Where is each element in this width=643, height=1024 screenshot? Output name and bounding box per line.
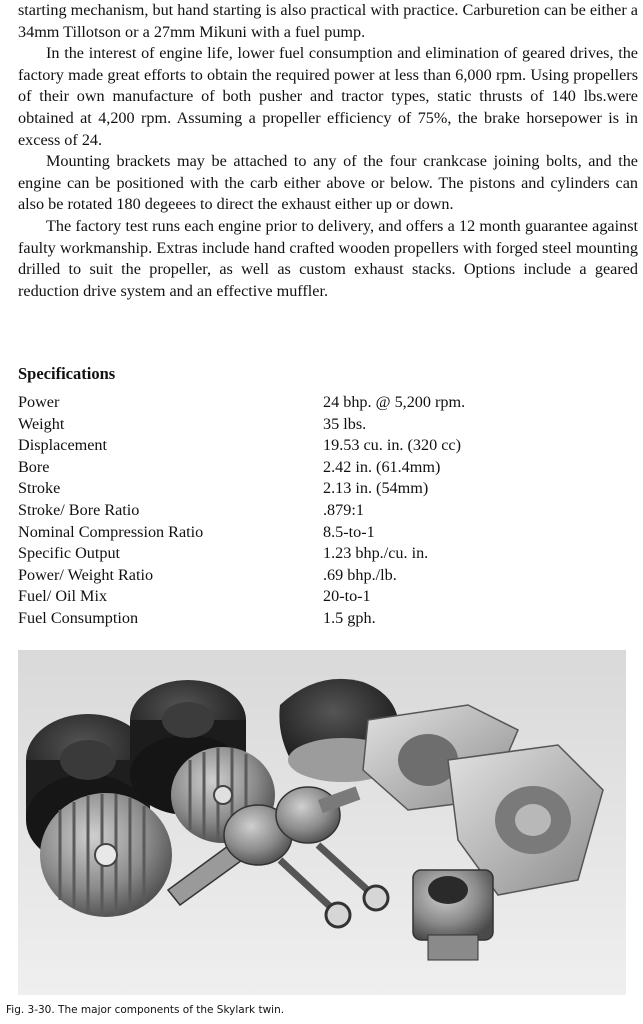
- spec-row: [18, 392, 618, 414]
- figure-caption: Fig. 3-30. The major components of the Skylark twin.: [6, 1004, 285, 1016]
- engine-components-illustration: [18, 650, 626, 995]
- spec-value: 8.5-to-1: [323, 522, 375, 541]
- carburetor: [413, 870, 493, 960]
- spec-row: [18, 522, 618, 544]
- crankcase: [363, 705, 603, 895]
- body-text: [18, 0, 638, 302]
- spec-value: 19.53 cu. in. (320 cc): [323, 436, 462, 455]
- spec-label: Power: [18, 393, 60, 411]
- spec-row: [18, 565, 618, 587]
- spec-label: Nominal Compression Ratio: [18, 522, 204, 541]
- spec-row: [18, 500, 618, 522]
- spec-label: Power/ Weight Ratio: [18, 565, 154, 584]
- engine-components-photo: [18, 650, 626, 995]
- spec-row: [18, 586, 618, 608]
- spec-row: [18, 608, 618, 630]
- spec-row: [18, 414, 618, 436]
- spec-row: [18, 435, 618, 457]
- spec-label: Stroke: [18, 479, 61, 498]
- spec-label: Displacement: [18, 436, 107, 455]
- spec-value: 1.5 gph.: [323, 608, 376, 627]
- spec-label: Stroke/ Bore Ratio: [18, 500, 140, 519]
- paragraph-1: starting mechanism, but hand starting is also practical with practice. Carburetion can be either a 34mm Tillotson or a 27mm Mikuni with a fuel pump.: [18, 1, 638, 41]
- spec-label: Specific Output: [18, 544, 121, 563]
- paragraph-4: The factory test runs each engine prior to delivery, and offers a 12 month guarantee against faulty workmanship. Extras include hand crafted wooden propellers with forged steel mounting drilled to suit the propeller, as well as custom exhaust stacks. Options include a geared reduction drive system and an effective muffler.: [18, 216, 638, 300]
- specifications-table: [18, 392, 618, 630]
- spec-label: Fuel Consumption: [18, 608, 139, 627]
- spec-label: Weight: [18, 414, 65, 433]
- spec-value: 1.23 bhp./cu. in.: [323, 544, 429, 563]
- spec-row: [18, 478, 618, 500]
- paragraph-3: Mounting brackets may be attached to any of the four crankcase joining bolts, and the engine can be positioned with the carb either above or below. The pistons and cylinders can also be rotated 180 degeees to direct the exhaust either up or down.: [18, 152, 638, 214]
- spec-value: 24 bhp. @ 5,200 rpm.: [323, 393, 466, 411]
- spec-label: Bore: [18, 457, 50, 476]
- spec-row: [18, 457, 618, 479]
- connecting-rods: [280, 845, 388, 927]
- spec-value: 2.42 in. (61.4mm): [323, 457, 441, 476]
- spec-row: [18, 543, 618, 565]
- spec-value: .69 bhp./lb.: [323, 565, 397, 584]
- spec-value: .879:1: [323, 500, 364, 519]
- spec-label: Fuel/ Oil Mix: [18, 587, 108, 606]
- cylinder-head-left: [40, 793, 172, 917]
- spec-value: 20-to-1: [323, 587, 371, 606]
- paragraph-2: In the interest of engine life, lower fuel consumption and elimination of geared drives, the factory made great efforts to obtain the required power at less than 6,000 rpm. Using propellers of their own manufacture of both pusher and tractor types, static thrusts of 140 lbs.were obtained at 4,200 rpm. Assuming a propeller efficiency of 75%, the brake horsepower is in excess of 24.: [18, 44, 638, 149]
- specifications-heading: Specifications: [18, 364, 116, 383]
- spec-value: 2.13 in. (54mm): [323, 479, 429, 498]
- spec-value: 35 lbs.: [323, 414, 367, 433]
